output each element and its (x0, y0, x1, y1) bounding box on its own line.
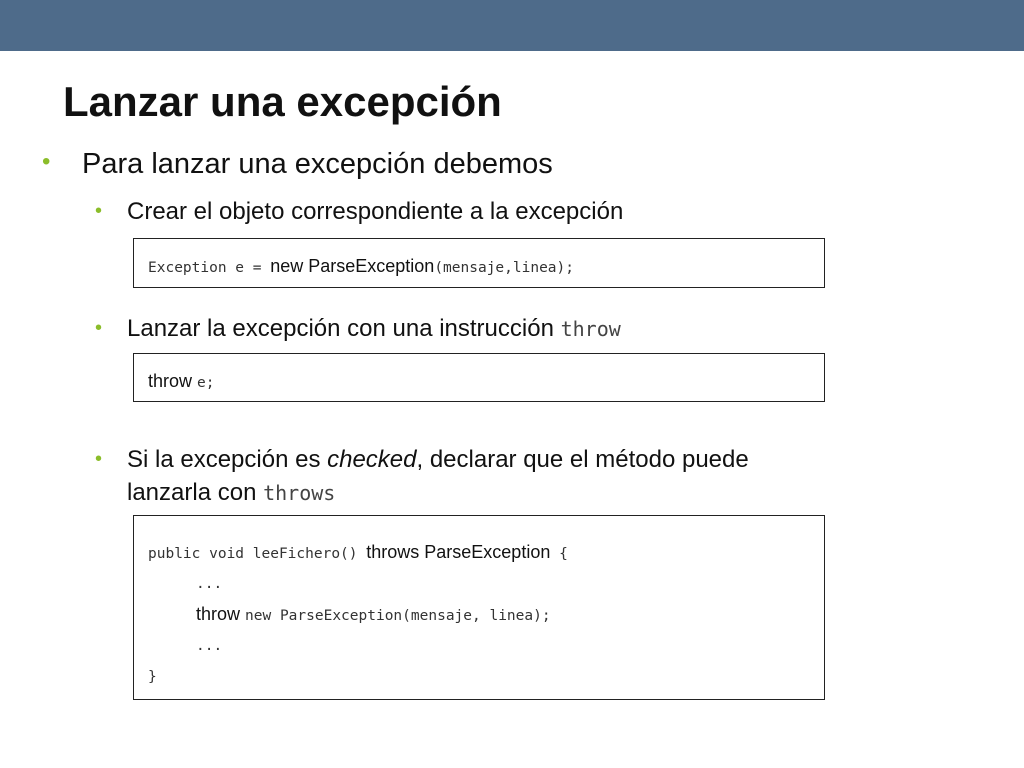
code-line (196, 604, 551, 625)
code-segment: public void leeFichero() (148, 546, 367, 562)
code-segment: Exception e = (148, 260, 271, 276)
code-segment: new ParseException (270, 256, 435, 276)
bullet-dot-icon: • (95, 200, 103, 222)
bullet-dot-icon: • (95, 448, 103, 470)
bullet-throw-text: Lanzar la excepción con una instrucción (127, 315, 561, 342)
code-line (148, 542, 568, 563)
code-line (148, 371, 215, 392)
bullet-dot-icon: • (95, 317, 103, 339)
code-segment: ... (196, 638, 223, 654)
bullet-checked-line2 (127, 476, 749, 510)
code-line (196, 637, 222, 655)
slide-title: Lanzar una excepción (63, 78, 502, 125)
bullet-throw (95, 312, 621, 346)
header-bar (0, 0, 1024, 51)
bullet-checked-line2-text: lanzarla con (127, 479, 264, 506)
code-line (196, 575, 222, 593)
bullet-dot-icon: • (42, 148, 51, 175)
bullet-create-text: Crear el objeto correspondiente a la excepción (127, 198, 624, 225)
code-box-method (133, 515, 825, 700)
bullet-checked-line1 (127, 443, 749, 476)
code-segment: (mensaje,linea); (434, 260, 574, 276)
code-segment: { (550, 546, 568, 562)
main-bullet (42, 146, 553, 182)
code-segment: new ParseException(mensaje, linea); (245, 608, 551, 624)
bullet-create-object (95, 195, 624, 228)
code-line (148, 256, 574, 277)
code-box-create (133, 238, 825, 288)
bullet-checked-pre: Si la excepción es (127, 446, 328, 473)
code-segment: throw (196, 604, 246, 624)
bullet-checked-keyword: throws (263, 481, 336, 505)
code-segment: throws ParseException (366, 542, 551, 562)
code-line (148, 668, 157, 686)
code-segment: throw (148, 371, 198, 391)
code-segment: ... (196, 576, 223, 592)
code-box-throw (133, 353, 825, 402)
bullet-throw-keyword: throw (560, 317, 621, 341)
code-segment: e; (197, 375, 215, 391)
code-segment: } (148, 669, 157, 685)
bullet-checked-post: , declarar que el método puede (416, 446, 749, 473)
bullet-checked-em: checked (327, 446, 417, 473)
main-bullet-text: Para lanzar una excepción debemos (82, 148, 553, 180)
bullet-checked (95, 443, 749, 510)
